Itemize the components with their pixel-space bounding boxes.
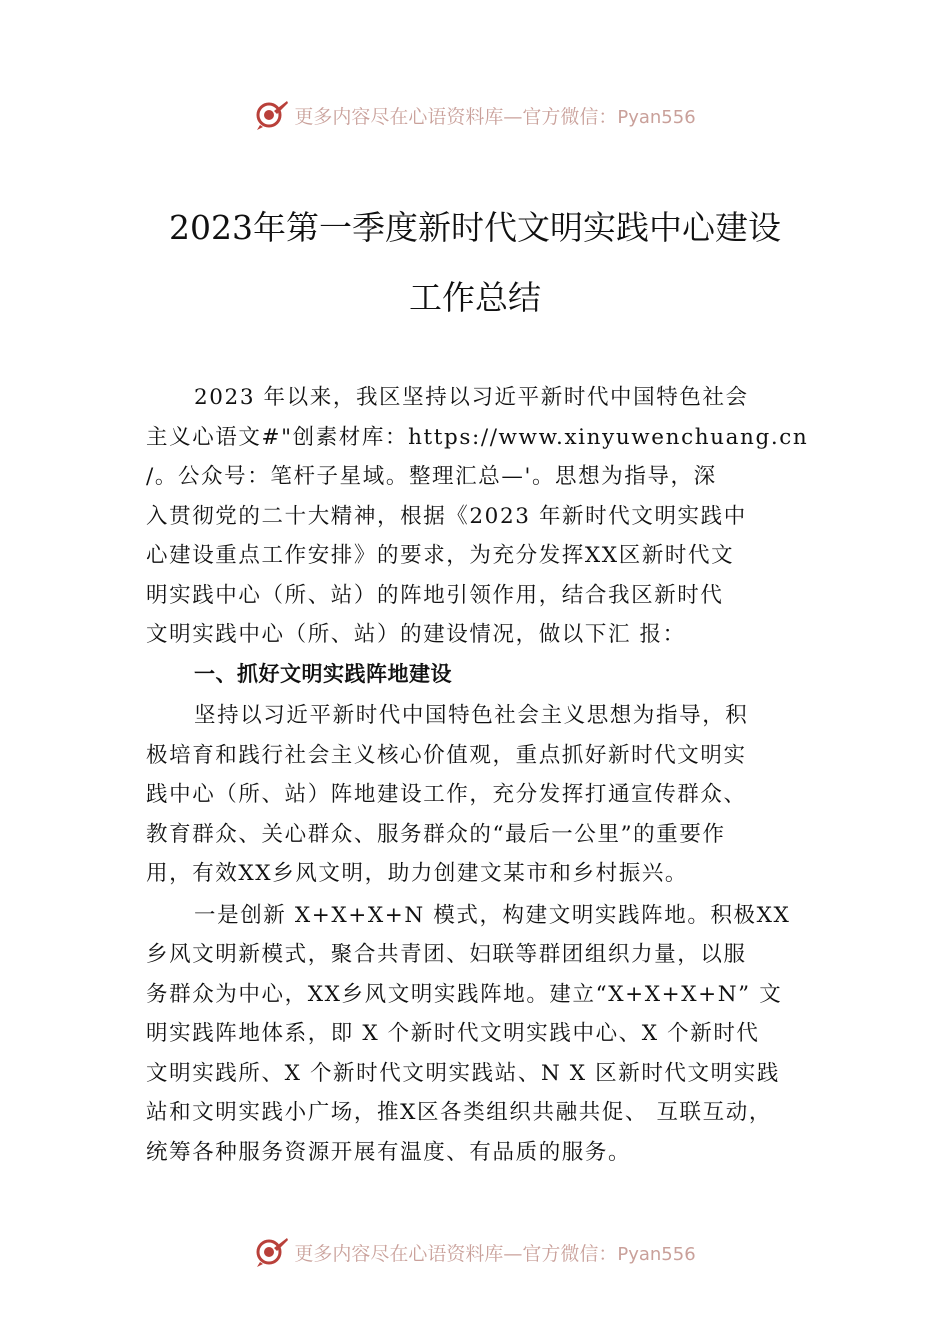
banner-text — [294, 102, 695, 129]
banner-content — [254, 1234, 695, 1270]
document-title-line-1: 2023年第一季度新时代文明实践中心建设 — [169, 208, 781, 247]
text-line: 统筹各种服务资源开展有温度、有品质的服务。 — [146, 1139, 632, 1165]
text-line: 明实践阵地体系，即 X 个新时代文明实践中心、X 个新时代 — [146, 1021, 760, 1046]
text-line: 2023 年以来，我区坚持以习近平新时代中国特色社会 — [194, 385, 749, 410]
banner-content — [254, 97, 695, 133]
text-line: 入贯彻党的二十大精神，根据《2023 年新时代文明实践中 — [146, 503, 747, 529]
paragraph-section-1-point-1 — [146, 896, 816, 1173]
text-line: 坚持以习近平新时代中国特色社会主义思想为指导，积 — [194, 703, 749, 728]
pen-logo-icon — [254, 97, 290, 133]
text-line: 践中心（所、站）阵地建设工作，充分发挥打通宣传群众、 — [146, 782, 747, 807]
text-line: 主义心语文#"创素材库：https://www.xinyuwenchuang.cn — [146, 424, 809, 450]
text-line: 极培育和践行社会主义核心价值观，重点抓好新时代文明实 — [146, 742, 747, 768]
paragraph-intro — [146, 378, 816, 655]
text-line: 心建设重点工作安排》的要求，为充分发挥XX区新时代文 — [146, 543, 735, 568]
text-line: 站和文明实践小广场，推X区各类组织共融共促、 互联互动， — [146, 1100, 772, 1125]
section-heading-1: 一、抓好文明实践阵地建设 — [194, 661, 452, 686]
document-title-line-2: 工作总结 — [409, 278, 541, 317]
text-line: 务群众为中心，XX乡风文明实践阵地。建立“X+X+X+N” 文 — [146, 981, 783, 1007]
text-line: 乡风文明新模式，聚合共青团、妇联等群团组织力量，以服 — [146, 942, 747, 967]
document-body — [146, 378, 816, 1172]
text-line: /。公众号：笔杆子星域。整理汇总—'。思想为指导，深 — [146, 464, 717, 489]
pen-logo-icon — [254, 1234, 290, 1270]
text-line: 一是创新 X+X+X+N 模式，构建文明实践阵地。积极XX — [194, 902, 791, 928]
banner-slogan: 更多内容尽在心语资料库—官方微信： — [294, 105, 618, 128]
text-line: 教育群众、关心群众、服务群众的“最后一公里”的重要作 — [146, 821, 726, 847]
header-banner — [0, 95, 950, 135]
text-line: 用，有效XX乡风文明，助力创建文某市和乡村振兴。 — [146, 861, 689, 886]
footer-banner — [0, 1232, 950, 1272]
banner-text — [294, 1239, 695, 1266]
text-line: 文明实践中心（所、站）的建设情况，做以下汇 报： — [146, 622, 686, 647]
banner-wechat-id: Pyan556 — [617, 1243, 696, 1265]
text-line: 文明实践所、X 个新时代文明实践站、N X 区新时代文明实践 — [146, 1060, 780, 1086]
paragraph-section-1 — [146, 696, 816, 894]
banner-slogan: 更多内容尽在心语资料库—官方微信： — [294, 1242, 618, 1265]
banner-wechat-id: Pyan556 — [617, 106, 696, 128]
text-line: 明实践中心（所、站）的阵地引领作用，结合我区新时代 — [146, 582, 724, 608]
